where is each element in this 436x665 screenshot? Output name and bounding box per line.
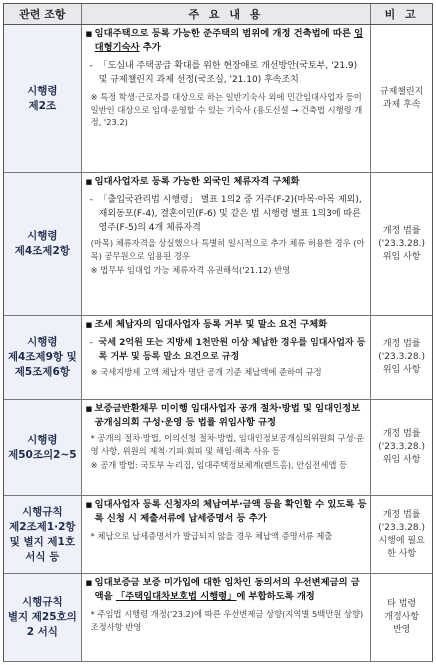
note-text: ※ 공개 방법: 국토부 누리집, 임대주택정보체계(렌트홈), 안심전세앱 등	[90, 460, 347, 470]
law-line: 제4조제2항	[14, 245, 70, 257]
content-cell	[82, 496, 372, 573]
sub-bullet	[90, 336, 368, 364]
note-text: ※ 특정 학생·근로자를 대상으로 하는 일반기숙사 외에 민간임대사업자 등이 일반인 대상으로 임대·운영할 수 있는 기숙사 (용도신설 → 건축법 시행령 개정, '23.2)	[90, 92, 363, 127]
note-bullet	[91, 91, 368, 129]
square-bullet-icon: ■	[85, 178, 93, 186]
bullet-text: 보증금반환채무 미이행 임대사업자 공개 절차·방법 및 임대인정보공개심의회 구성·운영 등 법률 위임사항 규정	[94, 403, 361, 428]
law-line: 시행규칙	[22, 596, 63, 608]
law-cell	[4, 574, 82, 661]
remark-line: ('23.3.28.)	[378, 238, 425, 249]
square-bullet-icon: ■	[85, 321, 93, 329]
remark-cell	[371, 25, 432, 172]
note-text: ※ 국세지방세 고액 체납자 명단 공개 기준 체납액에 준하여 규정	[90, 367, 322, 377]
law-cell	[4, 316, 82, 399]
remark-line: 규제챌린지	[379, 86, 424, 97]
remark-line: 타 법령	[387, 599, 417, 609]
square-bullet-icon: ■	[85, 501, 93, 509]
content-cell	[82, 574, 372, 661]
table-row	[3, 574, 433, 662]
sub-bullet-text: 「출입국관리법 시행령」 별표 1의2 중 거주(F-2)(마목·아목 제외), 재외동포(F-4), 결혼이민(F-6) 및 같은 법 시행령 별표 1의3에 따른 영주(F-5)의 4개 체류자격	[98, 195, 362, 233]
square-bullet-icon: ■	[85, 405, 93, 413]
table-row	[3, 25, 433, 173]
remark-line: 시행에 필요	[378, 535, 425, 546]
remark-line: 개정 법률	[382, 339, 421, 349]
remark-line: 한 사항	[387, 548, 417, 559]
bullet-text-emphasis: 임대형기숙사	[94, 28, 364, 53]
law-line: 시행령	[27, 84, 58, 97]
remark-line: 개정 법률	[382, 429, 421, 439]
header-note: 비 고	[384, 8, 419, 21]
table-row	[3, 400, 433, 496]
note-bullet	[91, 432, 368, 457]
bullet-text: 조세 체납자의 임대사업자 등록 거부 및 말소 요건 구체화	[94, 319, 328, 330]
sub-bullet-text: 「도심내 주택공급 확대를 위한 현장애로 개선방안(국토부, '21.9) 및 규제챌린지 과제 선정(국조실, '21.10) 후속조치	[98, 61, 358, 85]
remark-cell	[371, 574, 432, 661]
law-line: 제2조제1·2항	[9, 520, 76, 533]
remark-line: 개정 법률	[382, 509, 421, 520]
law-line: 시행규칙	[22, 505, 63, 518]
main-bullet	[86, 576, 368, 604]
header-law: 관련 조항	[4, 4, 82, 24]
note-bullet	[91, 264, 368, 277]
note-text: ※ 법무부 임대업 가능 체류자격 유권해석('21.12) 반영	[90, 265, 291, 275]
law-line: 제5조제6항	[14, 366, 70, 378]
sub-bullet-text: 국세 2억원 또는 지방세 1천만원 이상 체납한 경우를 임대사업자 등록 거부 및 등록 말소 요건으로 규정	[98, 338, 366, 362]
note-bullet	[91, 608, 368, 633]
law-line: 제2조	[28, 99, 57, 112]
law-line: 시행령	[27, 230, 58, 242]
dash-marker: -	[89, 61, 93, 71]
remark-line: 위임 사항	[382, 365, 421, 375]
main-bullet	[86, 175, 368, 189]
remark-line: ('23.3.28.)	[378, 442, 425, 452]
remark-cell	[371, 400, 432, 495]
law-line: 2 서식	[26, 626, 58, 638]
dash-marker: -	[89, 195, 93, 205]
law-line: 제50조의2~5	[8, 448, 77, 461]
table-row	[3, 496, 433, 574]
bullet-text: 임대사업자로 등록 가능한 외국인 체류자격 구체화	[94, 176, 300, 187]
note-bullet	[91, 459, 368, 472]
law-line: 및 별지 제1호	[9, 535, 75, 548]
remark-cell	[371, 173, 432, 315]
law-line: 시행령	[27, 433, 58, 446]
remark-line: 반영	[392, 625, 411, 635]
table-row	[3, 316, 433, 400]
note-text: * 체납으로 납세증명서가 발급되지 않을 경우 체납액 증명서류 제출	[90, 531, 333, 541]
bullet-text: 임대사업자 등록 신청자의 체납여부·금액 등을 확인할 수 있도록 등록 신청 시 제출서류에 납세증명서 등 추가	[94, 499, 367, 524]
remark-line: 위임 사항	[382, 251, 421, 262]
sub-bullet	[90, 59, 368, 87]
content-cell	[82, 400, 372, 495]
header-content: 주 요 내 용	[82, 4, 372, 24]
main-bullet	[86, 318, 368, 332]
remark-cell	[371, 496, 432, 573]
law-line: 시행령	[27, 336, 58, 348]
bullet-text: 임대주택으로 등록 가능한 준주택의 범위에 개정 건축법에 따른	[94, 28, 351, 39]
law-cell	[4, 25, 82, 172]
bullet-text-emphasis: 「주택임대차보호법 시행령」	[115, 591, 237, 602]
sub-bullet	[90, 193, 368, 235]
note-bullet	[91, 366, 368, 379]
content-cell	[82, 173, 372, 315]
note-text: * 주임법 시행령 개정('23.2)에 따른 우선변제금 상향(지역별 5백만원 상향) 조정사항 반영	[90, 609, 364, 632]
main-bullet	[86, 498, 368, 526]
law-cell	[4, 400, 82, 495]
remark-line: ('23.3.28.)	[378, 522, 425, 533]
table-row	[3, 173, 433, 316]
bullet-text: 에 부합하도록 개정	[236, 591, 315, 602]
square-bullet-icon: ■	[85, 579, 93, 587]
square-bullet-icon: ■	[85, 30, 93, 38]
regulation-table	[3, 3, 433, 662]
note-text: (마목) 체류자격을 상실했으나 특별히 일시적으로 추가 체류 허용한 경우 (아목) 공무원으로 임용된 경우	[90, 238, 365, 261]
remark-line: 과제 후속	[382, 99, 421, 110]
content-cell	[82, 25, 372, 172]
dash-marker: -	[89, 338, 93, 348]
law-line: 제4조제9항 및	[7, 351, 77, 363]
note-bullet	[91, 237, 368, 262]
content-cell	[82, 316, 372, 399]
law-line: 별지 제25호의	[7, 611, 77, 623]
law-cell	[4, 173, 82, 315]
remark-cell	[371, 316, 432, 399]
remark-line: ('23.3.28.)	[378, 352, 425, 362]
remark-line: 개정사항	[384, 612, 420, 622]
table-header	[3, 3, 433, 25]
bullet-text: 추가	[142, 42, 161, 53]
law-cell	[4, 496, 82, 573]
bullet-text: 임대보증금 보증 미가입에 대한 임차인 동의서의 우선변제금의 금액을	[94, 577, 360, 602]
main-bullet	[86, 27, 368, 55]
note-bullet	[91, 530, 368, 543]
remark-line: 개정 법률	[382, 225, 421, 236]
main-bullet	[86, 402, 368, 430]
remark-line: 위임 사항	[382, 455, 421, 465]
note-text: * 공개의 절차·방법, 이의신청 절차·방법, 임대인정보공개심의위원회 구성·운영 사항, 위원의 제척·기피·회피 및 해임·해촉 사유 등	[90, 433, 365, 456]
law-line: 서식 등	[25, 550, 60, 563]
